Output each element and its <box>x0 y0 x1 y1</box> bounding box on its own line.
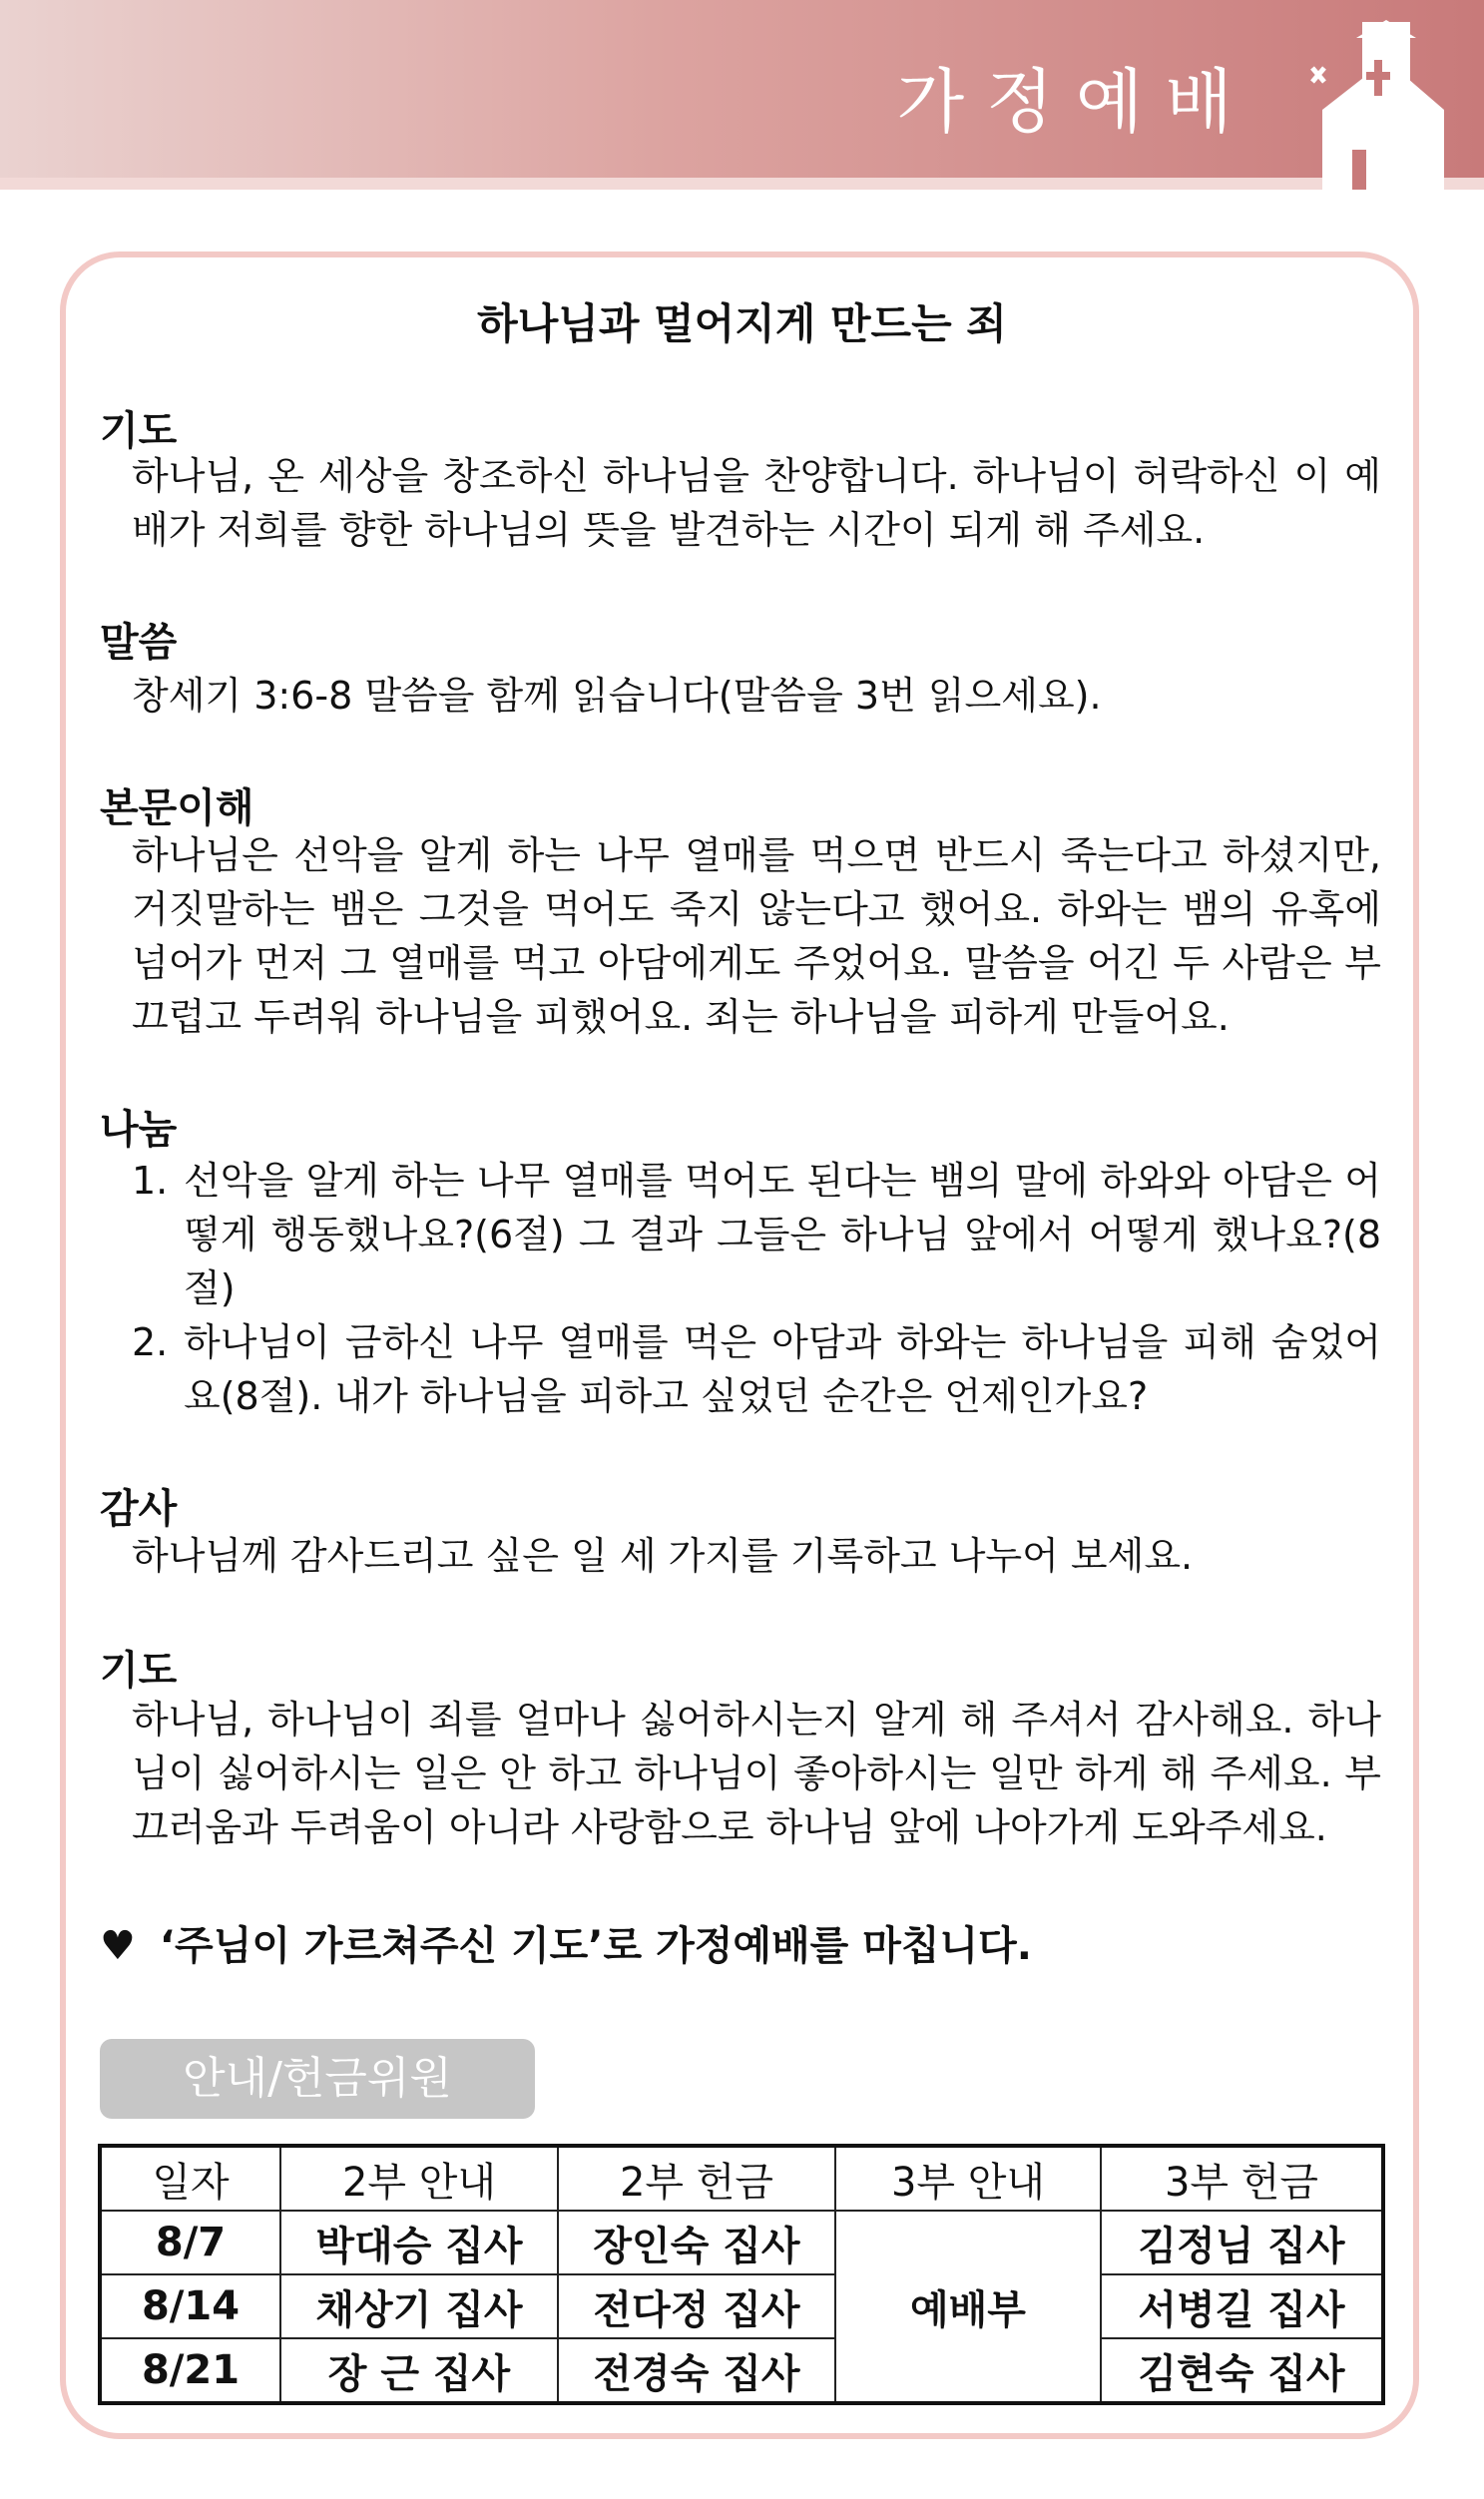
offering3-cell: 김현숙 집사 <box>1101 2338 1383 2403</box>
header-band <box>0 0 1484 190</box>
sharing-item-number: 2. <box>132 1320 169 1364</box>
offering3-cell: 서병길 집사 <box>1101 2274 1383 2338</box>
offering2-cell: 장인숙 집사 <box>558 2211 835 2274</box>
date-cell: 8/21 <box>100 2338 280 2403</box>
prayer-text: 하나님, 온 세상을 창조하신 하나님을 찬양합니다. 하나님이 허락하신 이 예배가 저희를 향한 하나님의 뜻을 발견하는 시간이 되게 해 주세요. <box>132 454 1381 552</box>
closing-prayer-text: 하나님, 하나님이 죄를 얼마나 싫어하시는지 알게 해 주셔서 감사해요. 하나님이 싫어하시는 일은 안 하고 하나님이 좋아하시는 일만 하게 해 주세요. 부끄러움과 두려움이 아니라 사랑함으로 하나님 앞에 나아가게 도와주세요. <box>132 1698 1381 1849</box>
table-header-row <box>100 2146 1383 2211</box>
word-heading: 말씀 <box>100 620 178 666</box>
heart-icon: ♥ <box>100 1923 136 1969</box>
offering2-cell: 전다정 집사 <box>558 2274 835 2338</box>
duty-label: 안내/헌금위원 <box>100 2039 535 2119</box>
guide2-cell: 장 근 집사 <box>280 2338 558 2403</box>
header-title: 가정예배 <box>896 61 1254 143</box>
guide2-cell: 채상기 집사 <box>280 2274 558 2338</box>
sharing-heading: 나눔 <box>100 1107 178 1153</box>
word-text: 창세기 3:6-8 말씀을 함께 읽습니다(말씀을 3번 읽으세요). <box>132 674 1102 718</box>
thanks-heading: 감사 <box>100 1486 178 1532</box>
guide3-merged-cell: 예배부 <box>835 2211 1101 2403</box>
duty-table <box>98 2144 1385 2405</box>
understanding-heading: 본문이해 <box>100 785 254 831</box>
table-row <box>100 2338 1383 2403</box>
understanding-text: 하나님은 선악을 알게 하는 나무 열매를 먹으면 반드시 죽는다고 하셨지만, 거짓말하는 뱀은 그것을 먹어도 죽지 않는다고 했어요. 하와는 뱀의 유혹에 넘어가 먼저 그 열매를 먹고 아담에게도 주었어요. 말씀을 어긴 두 사람은 부끄럽고 두려워 하나님을 피했어요. 죄는 하나님을 피하게 만들어요. <box>132 833 1381 1039</box>
closing-prayer-heading: 기도 <box>100 1648 178 1694</box>
column-header: 3부 헌금 <box>1101 2146 1383 2211</box>
prayer-heading: 기도 <box>100 408 178 454</box>
thanks-text: 하나님께 감사드리고 싶은 일 세 가지를 기록하고 나누어 보세요. <box>132 1534 1194 1578</box>
table-row <box>100 2211 1383 2274</box>
column-header: 2부 안내 <box>280 2146 558 2211</box>
closing-line <box>100 1914 1032 1971</box>
sharing-item-number: 1. <box>132 1159 169 1203</box>
guide2-cell: 박대승 집사 <box>280 2211 558 2274</box>
closing-text: ‘주님이 가르쳐주신 기도’로 가정예배를 마칩니다. <box>159 1923 1032 1969</box>
column-header: 2부 헌금 <box>558 2146 835 2211</box>
column-header: 일자 <box>100 2146 280 2211</box>
table-row <box>100 2274 1383 2338</box>
sharing-item-text: 하나님이 금하신 나무 열매를 먹은 아담과 하와는 하나님을 피해 숨었어요(8절). 내가 하나님을 피하고 싶었던 순간은 언제인가요? <box>184 1320 1381 1418</box>
church-icon <box>1294 20 1454 190</box>
date-cell: 8/14 <box>100 2274 280 2338</box>
date-cell: 8/7 <box>100 2211 280 2274</box>
column-header: 3부 안내 <box>835 2146 1101 2211</box>
sharing-item-2 <box>132 1315 1381 1423</box>
offering3-cell: 김정님 집사 <box>1101 2211 1383 2274</box>
page-title: 하나님과 멀어지게 만드는 죄 <box>477 299 1007 348</box>
offering2-cell: 전경숙 집사 <box>558 2338 835 2403</box>
sharing-item-1 <box>132 1154 1381 1315</box>
sharing-item-text: 선악을 알게 하는 나무 열매를 먹어도 된다는 뱀의 말에 하와와 아담은 어떻게 행동했나요?(6절) 그 결과 그들은 하나님 앞에서 어떻게 했나요?(8절) <box>184 1159 1381 1310</box>
